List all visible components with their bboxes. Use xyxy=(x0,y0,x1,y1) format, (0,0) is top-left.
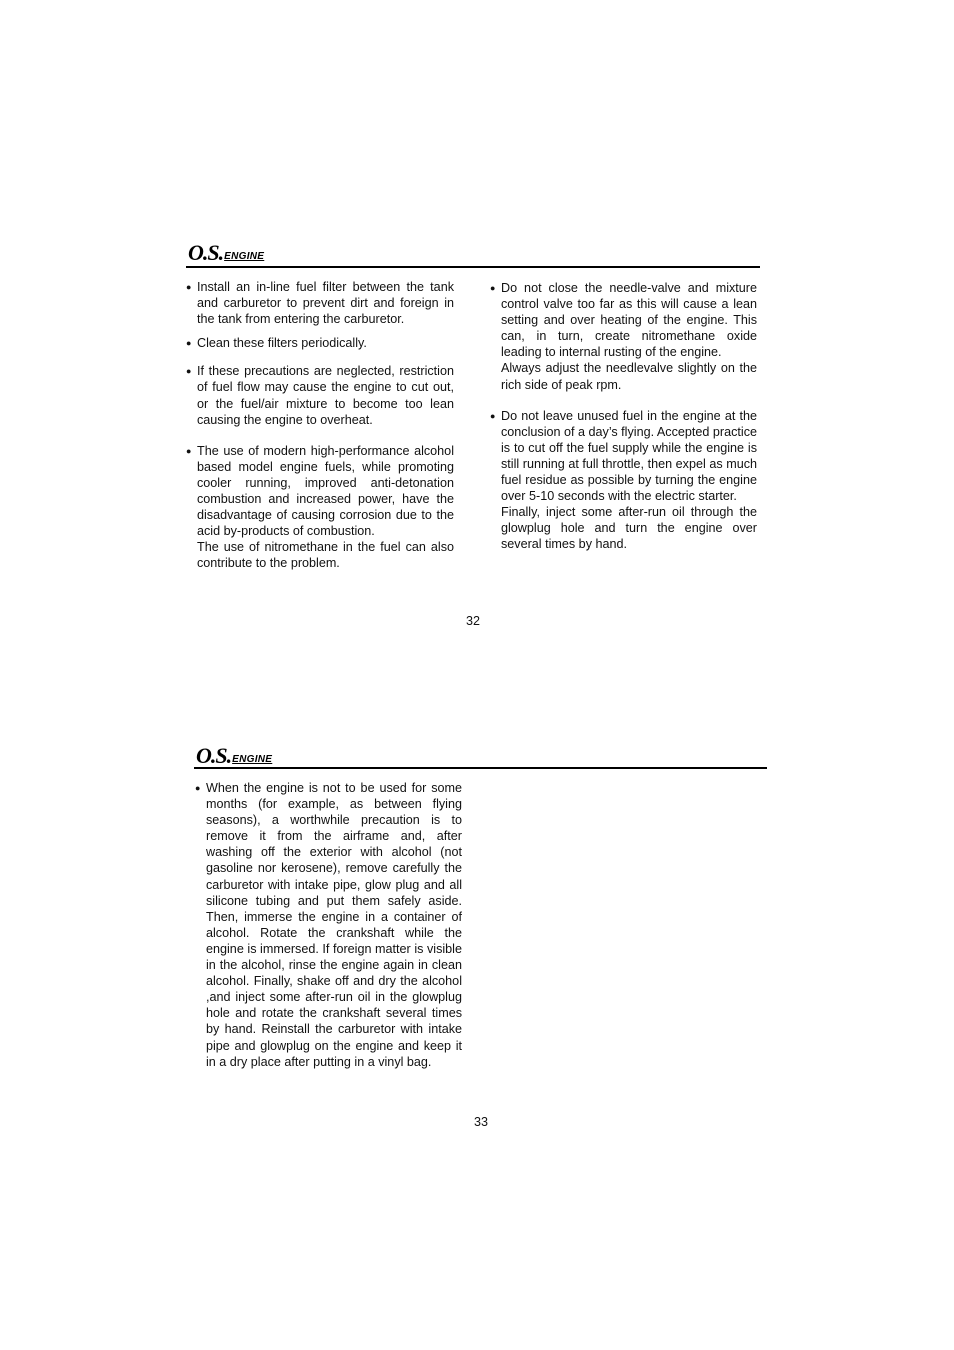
bullet-icon: ● xyxy=(490,283,496,293)
paragraph: When the engine is not to be used for some months (for example, as between flying seasons), a worthwhile precaution is to remove it from the airframe and, after washing off the exterior with alcohol (not gasoline nor kerosene), remove carefully the carburetor with intake pipe, glow plug and all silicone tubing and put them safely aside. Then, immerse the engine in a container of alcohol. Rotate the crankshaft while the engine is immersed. If foreign matter is visible in the alcohol, rinse the engine again in clean alcohol. Finally, shake off and dry the alcohol ,and inject some after-run oil in the glowplug hole and rotate the crankshaft several times by hand. Reinstall the carburetor with intake pipe and glowplug on the engine and keep it in a dry place after putting in a vinyl bag. xyxy=(206,781,462,1069)
paragraph: Clean these filters periodically. xyxy=(197,336,367,351)
os-engine-logo xyxy=(188,238,264,264)
bullet-icon: ● xyxy=(195,783,201,793)
bullet-item xyxy=(490,408,757,553)
paragraph: The use of modern high-performance alcohol based model engine fuels, while promoting cooler running, improved anti-detonation combustion and increased power, have the disadvantage of causing corrosion due to the acid by-products of combustion. xyxy=(197,443,454,539)
right-column xyxy=(490,280,757,553)
logo-mark: O.S. xyxy=(188,240,224,265)
bullet-icon: ● xyxy=(186,366,192,377)
bullet-item xyxy=(186,443,454,572)
bullet-item xyxy=(186,363,454,427)
header-rule xyxy=(194,767,767,769)
paragraph: Always adjust the needlevalve slightly on the rich side of peak rpm. xyxy=(501,361,757,392)
paragraph: Do not close the needle-valve and mixture control valve too far as this will cause a lean setting and over heating of the engine. This can, in turn, create nitromethane oxide leading to internal rusting of the engine. xyxy=(501,281,757,360)
bullet-item xyxy=(195,780,462,1070)
logo-mark: O.S. xyxy=(196,743,232,768)
page-number: 33 xyxy=(473,1115,488,1129)
header-rule xyxy=(186,266,760,268)
paragraph: The use of nitromethane in the fuel can also contribute to the problem. xyxy=(197,540,454,571)
logo-word: ENGINE xyxy=(232,754,273,765)
bullet-icon: ● xyxy=(490,410,496,421)
bullet-item xyxy=(186,279,454,327)
bullet-icon: ● xyxy=(186,445,192,456)
bullet-icon: ● xyxy=(186,282,192,292)
bullet-item xyxy=(490,280,757,393)
manual-page-33 xyxy=(0,675,954,1350)
paragraph: If these precautions are neglected, restriction of fuel flow may cause the engine to cut out, or the fuel/air mixture to become too lean causing the engine to overheat. xyxy=(197,364,454,427)
logo-word: ENGINE xyxy=(224,251,265,262)
left-column xyxy=(186,279,454,572)
os-engine-logo xyxy=(196,741,272,767)
paragraph: Install an in-line fuel filter between the tank and carburetor to prevent dirt and foreign in the tank from entering the carburetor. xyxy=(197,280,454,327)
bullet-icon: ● xyxy=(186,338,192,349)
page-number: 32 xyxy=(465,614,480,628)
bullet-item xyxy=(186,335,454,351)
left-column xyxy=(195,780,462,1070)
paragraph: Finally, inject some after-run oil through the glowplug hole and turn the engine over several times by hand. xyxy=(501,505,757,552)
paragraph: Do not leave unused fuel in the engine at the conclusion of a day’s flying. Accepted practice is to cut off the fuel supply while the engine is still running at full throttle, then expel as much fuel residue as possible by turning the engine over 5-10 seconds with the electric starter. xyxy=(501,408,757,504)
